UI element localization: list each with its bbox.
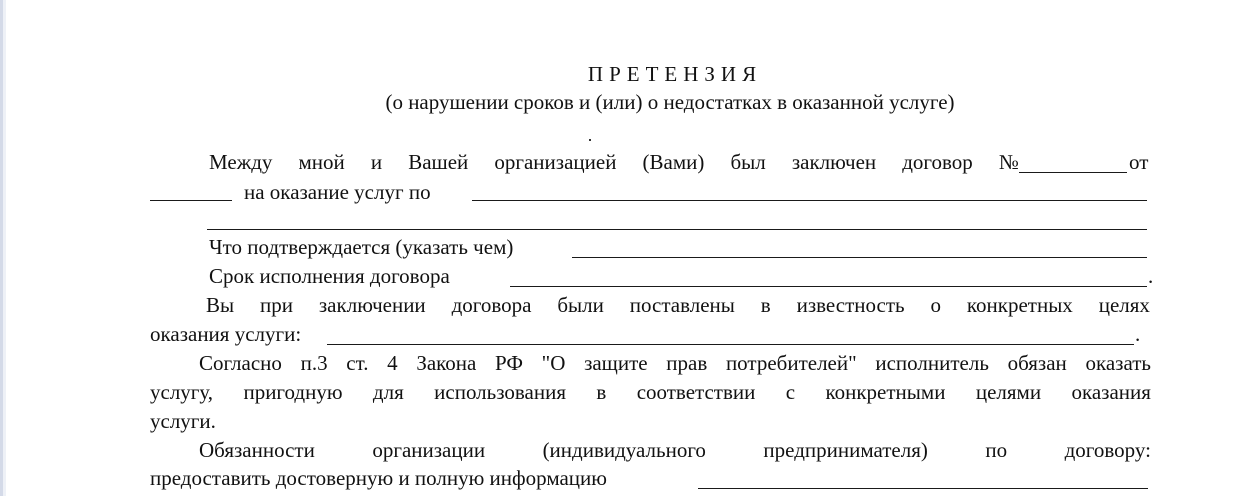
word: конкретными: [825, 380, 946, 404]
word: поставлены: [629, 293, 735, 317]
purposes-field[interactable]: [327, 344, 1134, 345]
word: договору:: [1064, 438, 1151, 462]
word: целях: [1098, 293, 1150, 317]
word: договора: [451, 293, 532, 317]
word: заключении: [318, 293, 426, 317]
word: Между: [209, 150, 273, 174]
obligations-line-1: [199, 438, 1151, 462]
word: о: [930, 293, 941, 317]
word: заключен: [791, 150, 877, 174]
word: конкретных: [966, 293, 1073, 317]
word: для: [372, 380, 404, 404]
contract-number-field[interactable]: [1019, 172, 1127, 173]
word: при: [260, 293, 293, 317]
word: услугу,: [150, 380, 214, 404]
stray-dot: [589, 139, 591, 141]
word: известность: [796, 293, 905, 317]
paragraph-contract-line-1: [209, 150, 1019, 174]
word: организацией: [494, 150, 617, 174]
word: Обязанности: [199, 438, 315, 462]
word: в: [596, 380, 607, 404]
obligations-label: предоставить достоверную и полную информацию: [150, 466, 607, 490]
word: с: [785, 380, 796, 404]
word: Вы: [206, 293, 235, 317]
deadline-label: Срок исполнения договора: [209, 264, 450, 288]
purposes-period: .: [1135, 322, 1141, 346]
word: предпринимателя): [763, 438, 928, 462]
purposes-line-1: [206, 293, 1150, 317]
word: мной: [298, 150, 345, 174]
word: целями: [975, 380, 1042, 404]
confirmation-label: Что подтверждается (указать чем): [209, 235, 514, 259]
purposes-label: оказания услуги:: [150, 322, 302, 346]
document-subtitle: (о нарушении сроков и (или) о недостатках в оказанной услуге): [385, 90, 955, 114]
word: соответствии: [636, 380, 756, 404]
services-field-continued[interactable]: [207, 229, 1147, 230]
from-label: от: [1129, 150, 1149, 174]
word: оказания: [1071, 380, 1151, 404]
word: договор: [902, 150, 973, 174]
word: (индивидуального: [542, 438, 706, 462]
law-reference-line: Согласно п.3 ст. 4 Закона РФ "О защите прав потребителей" исполнитель обязан оказать: [199, 351, 1151, 375]
word: организации: [372, 438, 486, 462]
word: №: [998, 150, 1019, 174]
word: Вашей: [408, 150, 469, 174]
word: использования: [434, 380, 566, 404]
law-reference-continued: [150, 380, 1151, 404]
contract-date-field[interactable]: [150, 200, 232, 201]
confirmation-field[interactable]: [572, 257, 1147, 258]
word: были: [557, 293, 604, 317]
obligations-field[interactable]: [698, 488, 1148, 489]
word: был: [730, 150, 766, 174]
word: (Вами): [642, 150, 705, 174]
services-label: на оказание услуг по: [244, 180, 431, 204]
deadline-field[interactable]: [510, 286, 1147, 287]
word: в: [760, 293, 771, 317]
law-reference-end: услуги.: [150, 409, 216, 433]
word: пригодную: [243, 380, 343, 404]
word: по: [985, 438, 1008, 462]
document-title: ПРЕТЕНЗИЯ: [587, 62, 763, 86]
services-field[interactable]: [472, 200, 1147, 201]
deadline-period: .: [1148, 264, 1154, 288]
word: и: [370, 150, 383, 174]
